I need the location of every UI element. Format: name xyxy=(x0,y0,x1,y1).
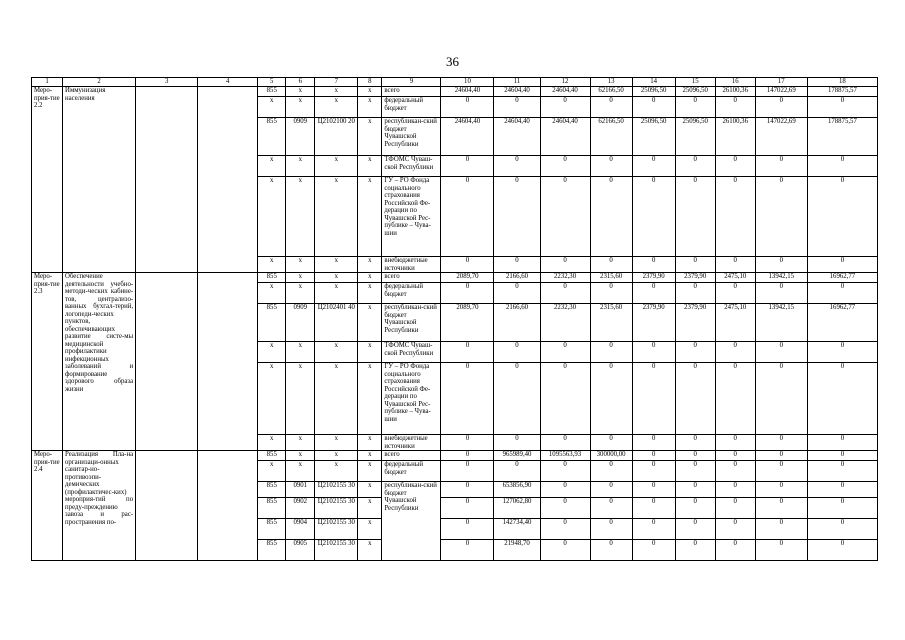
amount-cell: 0 xyxy=(494,257,540,273)
amount-cell: 0 xyxy=(540,498,590,519)
expense-type-code: x xyxy=(358,283,382,304)
expense-type-code: x xyxy=(358,540,382,561)
amount-cell: 0 xyxy=(807,342,877,363)
expense-type-code: x xyxy=(358,451,382,461)
amount-cell: 0 xyxy=(590,97,632,118)
header-row xyxy=(32,78,878,87)
target-item-code: Ц2102155 30 xyxy=(315,498,358,519)
amount-cell: 0 xyxy=(755,461,807,482)
expense-type-code: x xyxy=(358,257,382,273)
amount-cell: 2315,60 xyxy=(590,273,632,283)
header-cell: 18 xyxy=(807,78,877,87)
amount-cell: 0 xyxy=(590,435,632,451)
amount-cell: 147022,69 xyxy=(755,87,807,97)
amount-cell: 0 xyxy=(540,342,590,363)
expense-type-code: x xyxy=(358,177,382,257)
section-code: x xyxy=(286,435,315,451)
amount-cell: 0 xyxy=(675,461,715,482)
section-code: 0909 xyxy=(286,304,315,342)
funding-source: ТФОМС Чуваш-ской Республики xyxy=(382,156,441,177)
amount-cell: 0 xyxy=(755,97,807,118)
amount-cell: 0 xyxy=(494,177,540,257)
target-item-code: x xyxy=(315,363,358,435)
table-row xyxy=(32,273,878,283)
funding-source: ГУ – РО Фонда социального страхования Российской Фе-дерации по Чувашской Рес-публике – Чува-шии xyxy=(382,363,441,435)
amount-cell: 2315,60 xyxy=(590,304,632,342)
grbs-code: x xyxy=(258,435,286,451)
funding-source: всего xyxy=(382,451,441,461)
target-item-code: x xyxy=(315,87,358,97)
header-cell: 4 xyxy=(198,78,258,87)
amount-cell: 0 xyxy=(441,363,494,435)
amount-cell: 25096,50 xyxy=(675,87,715,97)
amount-cell: 62166,50 xyxy=(590,87,632,97)
amount-cell: 0 xyxy=(590,257,632,273)
expense-type-code: x xyxy=(358,363,382,435)
amount-cell: 0 xyxy=(755,498,807,519)
amount-cell: 0 xyxy=(755,435,807,451)
section-code: x xyxy=(286,283,315,304)
grbs-code: x xyxy=(258,363,286,435)
funding-source: всего xyxy=(382,87,441,97)
amount-cell: 0 xyxy=(632,283,675,304)
col3-cell xyxy=(136,87,198,273)
expense-type-code: x xyxy=(358,118,382,156)
measure-number: Меро-прия-тие 2.4 xyxy=(32,451,63,561)
amount-cell: 0 xyxy=(441,257,494,273)
header-cell: 8 xyxy=(358,78,382,87)
amount-cell: 0 xyxy=(590,540,632,561)
amount-cell: 0 xyxy=(632,451,675,461)
amount-cell: 0 xyxy=(807,482,877,498)
grbs-code: 855 xyxy=(258,87,286,97)
section-code: x xyxy=(286,342,315,363)
grbs-code: x xyxy=(258,97,286,118)
amount-cell: 0 xyxy=(755,257,807,273)
target-item-code: Ц2102401 40 xyxy=(315,304,358,342)
amount-cell: 0 xyxy=(494,97,540,118)
amount-cell: 0 xyxy=(807,498,877,519)
amount-cell: 0 xyxy=(807,156,877,177)
amount-cell: 0 xyxy=(590,177,632,257)
grbs-code: 855 xyxy=(258,273,286,283)
amount-cell: 0 xyxy=(632,482,675,498)
amount-cell: 178875,57 xyxy=(807,87,877,97)
amount-cell: 0 xyxy=(540,363,590,435)
amount-cell: 0 xyxy=(675,540,715,561)
amount-cell: 0 xyxy=(540,97,590,118)
amount-cell: 0 xyxy=(807,540,877,561)
amount-cell: 0 xyxy=(540,461,590,482)
amount-cell: 2475,10 xyxy=(715,304,755,342)
amount-cell: 0 xyxy=(675,435,715,451)
amount-cell: 0 xyxy=(441,461,494,482)
amount-cell: 0 xyxy=(590,283,632,304)
expense-type-code: x xyxy=(358,304,382,342)
funding-source: ГУ – РО Фонда социального страхования Российской Фе-дерации по Чувашской Рес-публике – Чува-шии xyxy=(382,177,441,257)
amount-cell: 2089,70 xyxy=(441,304,494,342)
section-code: 0904 xyxy=(286,519,315,540)
target-item-code: x xyxy=(315,435,358,451)
amount-cell: 0 xyxy=(441,482,494,498)
target-item-code: x xyxy=(315,273,358,283)
grbs-code: 855 xyxy=(258,519,286,540)
amount-cell: 0 xyxy=(632,435,675,451)
amount-cell: 2232,30 xyxy=(540,304,590,342)
target-item-code: x xyxy=(315,177,358,257)
target-item-code: x xyxy=(315,97,358,118)
amount-cell: 0 xyxy=(715,363,755,435)
grbs-code: 855 xyxy=(258,498,286,519)
amount-cell: 0 xyxy=(632,540,675,561)
expense-type-code: x xyxy=(358,519,382,540)
amount-cell: 142734,40 xyxy=(494,519,540,540)
header-cell: 16 xyxy=(715,78,755,87)
expense-type-code: x xyxy=(358,156,382,177)
amount-cell: 16962,77 xyxy=(807,304,877,342)
amount-cell: 0 xyxy=(675,363,715,435)
section-code: x xyxy=(286,273,315,283)
expense-type-code: x xyxy=(358,435,382,451)
amount-cell: 2089,70 xyxy=(441,273,494,283)
expense-type-code: x xyxy=(358,498,382,519)
amount-cell: 0 xyxy=(494,461,540,482)
amount-cell: 0 xyxy=(441,283,494,304)
amount-cell: 0 xyxy=(675,451,715,461)
header-cell: 10 xyxy=(441,78,494,87)
amount-cell: 0 xyxy=(807,97,877,118)
funding-source: республикан-ский бюджет Чувашской Республики xyxy=(382,118,441,156)
funding-source: федеральный бюджет xyxy=(382,97,441,118)
amount-cell: 965989,40 xyxy=(494,451,540,461)
amount-cell: 21948,70 xyxy=(494,540,540,561)
amount-cell: 653856,90 xyxy=(494,482,540,498)
expense-type-code: x xyxy=(358,342,382,363)
amount-cell: 0 xyxy=(715,498,755,519)
amount-cell: 178875,57 xyxy=(807,118,877,156)
amount-cell: 2379,90 xyxy=(632,273,675,283)
section-code: 0905 xyxy=(286,540,315,561)
amount-cell: 0 xyxy=(807,435,877,451)
grbs-code: x xyxy=(258,177,286,257)
amount-cell: 16962,77 xyxy=(807,273,877,283)
target-item-code: Ц2102155 30 xyxy=(315,482,358,498)
amount-cell: 24604,40 xyxy=(540,87,590,97)
amount-cell: 0 xyxy=(715,156,755,177)
grbs-code: x xyxy=(258,283,286,304)
amount-cell: 25096,50 xyxy=(632,118,675,156)
section-code: x xyxy=(286,97,315,118)
measure-number: Меро-прия-тие 2.3 xyxy=(32,273,63,451)
header-cell: 6 xyxy=(286,78,315,87)
funding-source: всего xyxy=(382,273,441,283)
amount-cell: 0 xyxy=(441,97,494,118)
grbs-code: x xyxy=(258,342,286,363)
amount-cell: 0 xyxy=(675,177,715,257)
amount-cell: 127062,80 xyxy=(494,498,540,519)
amount-cell: 0 xyxy=(807,363,877,435)
section-code: x xyxy=(286,156,315,177)
amount-cell: 0 xyxy=(675,283,715,304)
amount-cell: 0 xyxy=(675,519,715,540)
amount-cell: 0 xyxy=(675,257,715,273)
table-row xyxy=(32,87,878,97)
amount-cell: 0 xyxy=(755,519,807,540)
amount-cell: 300000,00 xyxy=(590,451,632,461)
amount-cell: 0 xyxy=(441,156,494,177)
amount-cell: 0 xyxy=(590,342,632,363)
amount-cell: 0 xyxy=(807,257,877,273)
amount-cell: 0 xyxy=(675,97,715,118)
amount-cell: 25096,50 xyxy=(675,118,715,156)
grbs-code: 855 xyxy=(258,304,286,342)
header-cell: 5 xyxy=(258,78,286,87)
amount-cell: 2166,60 xyxy=(494,273,540,283)
amount-cell: 0 xyxy=(755,451,807,461)
target-item-code: Ц2102155 30 xyxy=(315,540,358,561)
amount-cell: 2379,90 xyxy=(632,304,675,342)
amount-cell: 0 xyxy=(755,363,807,435)
section-code: x xyxy=(286,461,315,482)
amount-cell: 0 xyxy=(632,97,675,118)
amount-cell: 0 xyxy=(715,482,755,498)
header-cell: 1 xyxy=(32,78,63,87)
amount-cell: 0 xyxy=(494,156,540,177)
col4-cell xyxy=(198,451,258,561)
amount-cell: 0 xyxy=(540,540,590,561)
amount-cell: 0 xyxy=(755,342,807,363)
amount-cell: 0 xyxy=(632,257,675,273)
amount-cell: 0 xyxy=(441,498,494,519)
amount-cell: 0 xyxy=(807,519,877,540)
amount-cell: 0 xyxy=(540,257,590,273)
amount-cell: 0 xyxy=(715,540,755,561)
amount-cell: 0 xyxy=(755,482,807,498)
amount-cell: 0 xyxy=(755,540,807,561)
grbs-code: 855 xyxy=(258,540,286,561)
amount-cell: 0 xyxy=(675,156,715,177)
header-cell: 13 xyxy=(590,78,632,87)
amount-cell: 2379,90 xyxy=(675,304,715,342)
amount-cell: 0 xyxy=(715,519,755,540)
amount-cell: 24604,40 xyxy=(540,118,590,156)
amount-cell: 0 xyxy=(632,177,675,257)
header-cell: 11 xyxy=(494,78,540,87)
funding-source: ТФОМС Чуваш-ской Республики xyxy=(382,342,441,363)
amount-cell: 13942,15 xyxy=(755,273,807,283)
grbs-code: 855 xyxy=(258,482,286,498)
amount-cell: 25096,50 xyxy=(632,87,675,97)
target-item-code: x xyxy=(315,156,358,177)
expense-type-code: x xyxy=(358,273,382,283)
header-cell: 14 xyxy=(632,78,675,87)
amount-cell: 0 xyxy=(632,498,675,519)
expense-type-code: x xyxy=(358,87,382,97)
amount-cell: 24604,40 xyxy=(494,118,540,156)
amount-cell: 0 xyxy=(755,156,807,177)
amount-cell: 26100,36 xyxy=(715,87,755,97)
amount-cell: 0 xyxy=(441,435,494,451)
amount-cell: 0 xyxy=(540,283,590,304)
amount-cell: 0 xyxy=(441,342,494,363)
grbs-code: 855 xyxy=(258,451,286,461)
amount-cell: 0 xyxy=(590,498,632,519)
funding-source: внебюджетные источники xyxy=(382,435,441,451)
section-code: x xyxy=(286,451,315,461)
amount-cell: 0 xyxy=(755,177,807,257)
funding-source: федеральный бюджет xyxy=(382,461,441,482)
amount-cell: 24604,40 xyxy=(494,87,540,97)
header-cell: 17 xyxy=(755,78,807,87)
grbs-code: x xyxy=(258,257,286,273)
table-row xyxy=(32,451,878,461)
header-cell: 9 xyxy=(382,78,441,87)
amount-cell: 62166,50 xyxy=(590,118,632,156)
amount-cell: 0 xyxy=(540,482,590,498)
amount-cell: 24604,40 xyxy=(441,118,494,156)
amount-cell: 0 xyxy=(632,156,675,177)
section-code: 0901 xyxy=(286,482,315,498)
amount-cell: 0 xyxy=(441,177,494,257)
funding-source: республикан-ский бюджет Чувашской Республики xyxy=(382,304,441,342)
measure-name: Обеспечение деятельности учебно-методи-ческих кабине-тов, централизо-ванных бухгал-терий, логопеди-ческих пунктов, обеспечивающих развитие систе-мы медицинской профилактики инфекционных заболеваний и формирование здорового образа жизни xyxy=(63,273,136,451)
amount-cell: 0 xyxy=(715,283,755,304)
amount-cell: 0 xyxy=(715,97,755,118)
amount-cell: 0 xyxy=(675,342,715,363)
amount-cell: 0 xyxy=(590,156,632,177)
expense-type-code: x xyxy=(358,461,382,482)
amount-cell: 2379,90 xyxy=(675,273,715,283)
amount-cell: 0 xyxy=(590,482,632,498)
amount-cell: 0 xyxy=(590,461,632,482)
section-code: x xyxy=(286,87,315,97)
target-item-code: x xyxy=(315,451,358,461)
amount-cell: 26100,36 xyxy=(715,118,755,156)
header-cell: 2 xyxy=(63,78,136,87)
amount-cell: 0 xyxy=(807,283,877,304)
budget-table xyxy=(31,77,878,561)
header-cell: 7 xyxy=(315,78,358,87)
amount-cell: 2475,10 xyxy=(715,273,755,283)
col4-cell xyxy=(198,87,258,273)
amount-cell: 0 xyxy=(715,177,755,257)
amount-cell: 0 xyxy=(632,461,675,482)
target-item-code: x xyxy=(315,461,358,482)
amount-cell: 0 xyxy=(715,461,755,482)
amount-cell: 0 xyxy=(715,257,755,273)
amount-cell: 0 xyxy=(715,342,755,363)
section-code: x xyxy=(286,177,315,257)
amount-cell: 0 xyxy=(494,435,540,451)
amount-cell: 0 xyxy=(807,451,877,461)
funding-source: внебюджетные источники xyxy=(382,257,441,273)
amount-cell: 24604,40 xyxy=(441,87,494,97)
amount-cell: 0 xyxy=(807,177,877,257)
amount-cell: 2166,60 xyxy=(494,304,540,342)
measure-name: Реализация Пла-на организаци-онных санитар-но-противоэпи-демических (профилактичес-ких) мероприя-тий по преду-преждению завоза и рас-пространения по- xyxy=(63,451,136,561)
amount-cell: 0 xyxy=(715,451,755,461)
amount-cell: 0 xyxy=(715,435,755,451)
amount-cell: 0 xyxy=(441,451,494,461)
amount-cell: 1095563,93 xyxy=(540,451,590,461)
header-cell: 3 xyxy=(136,78,198,87)
col4-cell xyxy=(198,273,258,451)
target-item-code: x xyxy=(315,283,358,304)
amount-cell: 0 xyxy=(540,156,590,177)
measure-name: Иммунизация населения xyxy=(63,87,136,273)
target-item-code: x xyxy=(315,257,358,273)
grbs-code: x xyxy=(258,461,286,482)
amount-cell: 0 xyxy=(590,519,632,540)
section-code: x xyxy=(286,257,315,273)
section-code: 0909 xyxy=(286,118,315,156)
amount-cell: 0 xyxy=(441,519,494,540)
amount-cell: 0 xyxy=(632,519,675,540)
target-item-code: Ц2102155 30 xyxy=(315,519,358,540)
amount-cell: 0 xyxy=(540,177,590,257)
page-number: 36 xyxy=(446,54,459,69)
expense-type-code: x xyxy=(358,97,382,118)
amount-cell: 0 xyxy=(590,363,632,435)
amount-cell: 0 xyxy=(494,363,540,435)
amount-cell: 0 xyxy=(807,461,877,482)
target-item-code: Ц2102100 20 xyxy=(315,118,358,156)
measure-number: Меро-прия-тие 2.2 xyxy=(32,87,63,273)
amount-cell: 147022,69 xyxy=(755,118,807,156)
col3-cell xyxy=(136,451,198,561)
grbs-code: x xyxy=(258,156,286,177)
amount-cell: 0 xyxy=(755,283,807,304)
target-item-code: x xyxy=(315,342,358,363)
col3-cell xyxy=(136,273,198,451)
amount-cell: 0 xyxy=(675,498,715,519)
section-code: x xyxy=(286,363,315,435)
amount-cell: 0 xyxy=(540,519,590,540)
grbs-code: 855 xyxy=(258,118,286,156)
amount-cell: 0 xyxy=(494,342,540,363)
amount-cell: 0 xyxy=(494,283,540,304)
header-cell: 12 xyxy=(540,78,590,87)
expense-type-code: x xyxy=(358,482,382,498)
funding-source: федеральный бюджет xyxy=(382,283,441,304)
amount-cell: 13942,15 xyxy=(755,304,807,342)
amount-cell: 0 xyxy=(441,540,494,561)
amount-cell: 0 xyxy=(540,435,590,451)
header-cell: 15 xyxy=(675,78,715,87)
amount-cell: 0 xyxy=(632,363,675,435)
amount-cell: 0 xyxy=(675,482,715,498)
amount-cell: 2232,30 xyxy=(540,273,590,283)
funding-source: республикан-ский бюджет Чувашской Республики xyxy=(382,482,441,561)
amount-cell: 0 xyxy=(632,342,675,363)
section-code: 0902 xyxy=(286,498,315,519)
